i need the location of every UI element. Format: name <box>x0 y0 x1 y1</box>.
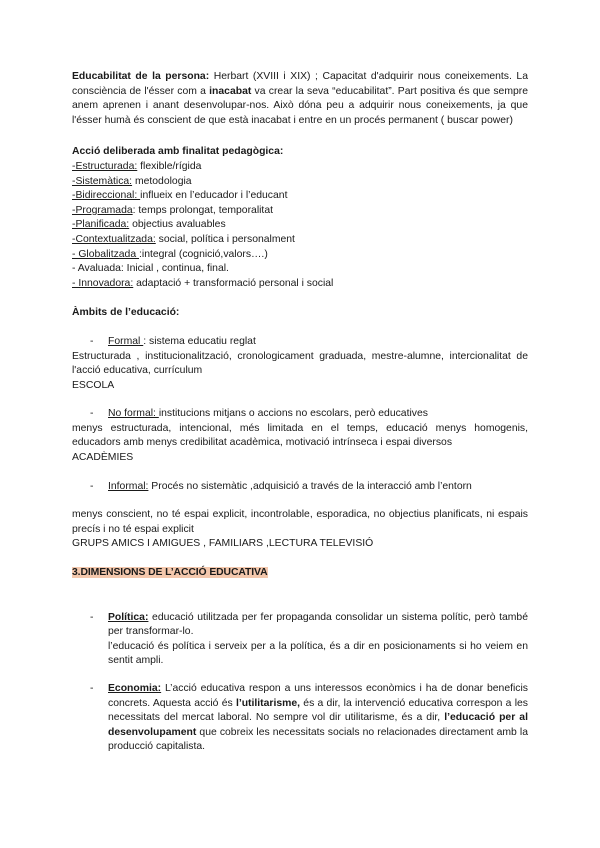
economia-label: Economia: <box>108 683 162 694</box>
economia-item: - Economia: L’acció educativa respon a uns interessos econòmics i ha de donar beneficis concrets. Aquesta acció és l’utilitarisme, és a dir, la intervenció educativa correspon a les necessitats del mercat laboral. No sempre vol dir utilitarisme, és a dir, l’educació per al desenvolupament que cobreix les necessitats socials no relacionades directament amb la producció capitalista. <box>90 683 528 753</box>
formal-desc: Estructurada , institucionalització, cronologicament graduada, mestre-alumne, intercionalitat de l'acció educativa, currículum <box>72 350 528 377</box>
noformal-desc: menys estructurada, intencional, més limitada en el temps, educació menys homogenis, educadors amb menys credibilitat acadèmica, motivació intrínseca i espai diversos <box>72 422 528 449</box>
accio-item: -Bidireccional: influeix en l’educador i l’educant <box>72 190 288 202</box>
educabilitat-text-1: Herbart (XVIII i XIX) ; Capacitat d'adquirir nous coneixements. La consciència de l'ésser com a <box>72 71 528 97</box>
inacabat-bold: inacabat <box>209 85 252 97</box>
accio-item: - Avaluada: Inicial , continua, final. <box>72 263 229 275</box>
educabilitat-text-2: va crear la seva “educabilitat”. Part positiva és que sempre anem aprenen i anant desenvolupar-nos. Això dóna peu a adquirir nous coneixements, ja que l'ésser humà és conscient de que està inacabat i entre en un procés permanent ( buscar power) <box>72 85 528 126</box>
ambits-title: Àmbits de l’educació: <box>72 307 180 319</box>
accio-item: -Planificada: objectius avaluables <box>72 219 226 231</box>
formal-example: ESCOLA <box>72 379 115 391</box>
dimensions-heading: 3.DIMENSIONS DE L’ACCIÓ EDUCATIVA <box>72 567 268 579</box>
informal-desc: menys conscient, no té espai explicit, incontrolable, esporadica, no objectius planificats, ni espais precís i no té espai explicit <box>72 509 528 535</box>
educabilitat-paragraph <box>72 70 528 128</box>
accio-item: -Contextualitzada: social, política i personalment <box>72 233 295 245</box>
document-page <box>72 70 528 755</box>
accio-item: -Programada: temps prolongat, temporalitat <box>72 204 273 216</box>
accio-deliberada-title: Acció deliberada amb finalitat pedagògica: <box>72 146 284 158</box>
accio-item: -Estructurada: flexible/rígida <box>72 160 202 172</box>
noformal-item: - No formal: institucions mitjans o accions no escolars, però educatives <box>90 408 428 420</box>
informal-example: GRUPS AMICS I AMIGUES , FAMILIARS ,LECTURA TELEVISIÓ <box>72 538 374 550</box>
informal-label: Informal: <box>108 480 149 492</box>
dimensions-heading-row <box>72 566 528 581</box>
formal-item: - Formal : sistema educatiu reglat <box>90 335 256 347</box>
accio-list <box>72 160 528 291</box>
accio-item: - Globalitzada :integral (cognició,valors….) <box>72 248 268 260</box>
educabilitat-title: Educabilitat de la persona: <box>72 71 210 82</box>
utilitarisme-bold: l’utilitarisme, <box>235 697 301 709</box>
noformal-label: No formal: <box>108 408 159 420</box>
accio-item: - Innovadora: adaptació + transformació personal i social <box>72 277 334 289</box>
accio-item: -Sistemàtica: metodologia <box>72 175 192 187</box>
noformal-example: ACADÈMIES <box>72 452 134 464</box>
informal-item: - Informal: Procés no sistemàtic ,adquisició a través de la interacció amb l’entorn <box>90 480 472 492</box>
politica-text-2: l’educació és política i serveix per a la política, és a dir en posicionaments si ho veiem en sentit ampli. <box>108 640 528 667</box>
desenvolupament-bold: l’educació per al desenvolupament <box>108 712 528 738</box>
formal-label: Formal <box>108 335 144 347</box>
politica-item: - Política: educació utilitzada per fer propaganda consolidar un sistema polític, però també per transformar-lo. l’educació és política i serveix per a la política, és a dir en posicionaments si ho veiem en sentit ampli. <box>90 611 528 669</box>
politica-label: Política: <box>108 611 149 623</box>
